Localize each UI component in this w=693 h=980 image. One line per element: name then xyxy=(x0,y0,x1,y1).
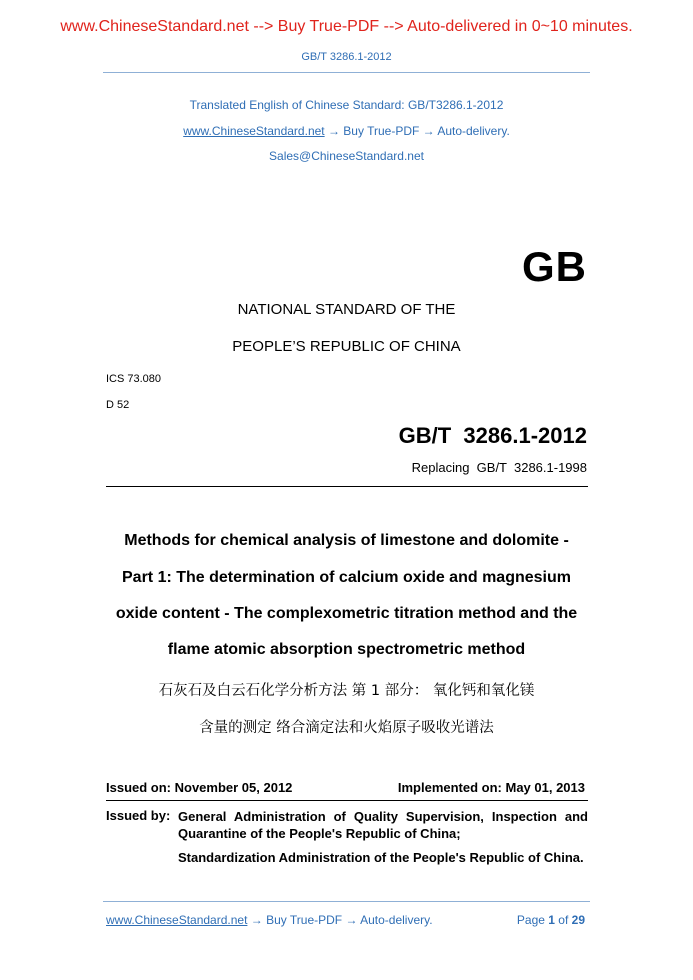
page-number: 1 xyxy=(548,913,555,927)
of-label: of xyxy=(554,913,572,927)
implemented-on-date: Implemented on: May 01, 2013 xyxy=(397,780,585,795)
issuer-sac: Standardization Administration of the People's Republic of China. xyxy=(178,850,584,865)
page-total: 29 xyxy=(571,913,585,927)
buy-text: → Buy True-PDF → Auto-delivery. xyxy=(324,124,510,138)
gb-logo: GB xyxy=(522,243,587,290)
buy-line xyxy=(0,124,693,138)
header-standard-code: GB/T 3286.1-2012 xyxy=(301,51,392,63)
footer-site-link[interactable]: www.ChineseStandard.net xyxy=(106,913,248,927)
issuer-aqsiq: General Administration of Quality Supervision, Inspection and Quarantine of the People's Republic of China; xyxy=(178,809,588,841)
translated-notice: Translated English of Chinese Standard: GB/T3286.1-2012 xyxy=(189,98,504,112)
chinese-title-line1: 石灰石及白云石化学分析方法 第 1 部分： 氧化钙和氧化镁 xyxy=(158,683,535,699)
top-promo-banner[interactable]: www.ChineseStandard.net --> Buy True-PDF --> Auto-delivered in 0~10 minutes. xyxy=(60,18,633,35)
sales-email[interactable]: Sales@ChineseStandard.net xyxy=(269,149,424,163)
footer-buy-text: → Buy True-PDF → Auto-delivery. xyxy=(247,913,433,927)
national-standard-title-line2: PEOPLE’S REPUBLIC OF CHINA xyxy=(232,338,461,355)
chinese-title-line2: 含量的测定 络合滴定法和火焰原子吸收光谱法 xyxy=(199,720,494,736)
issue-divider xyxy=(106,800,588,801)
replacing-note: Replacing GB/T 3286.1-1998 xyxy=(411,460,587,475)
issued-on-date: Issued on: November 05, 2012 xyxy=(106,780,293,795)
standard-number: GB/T 3286.1-2012 xyxy=(398,423,587,448)
issued-by-label: Issued by: xyxy=(106,808,171,823)
page-label: Page xyxy=(516,913,549,927)
footer-divider xyxy=(103,901,590,902)
english-title-line3: oxide content - The complexometric titration method and the xyxy=(115,605,578,622)
english-title-line2: Part 1: The determination of calcium oxide and magnesium xyxy=(122,569,571,586)
english-title-line4: flame atomic absorption spectrometric method xyxy=(167,641,526,658)
site-link[interactable]: www.ChineseStandard.net xyxy=(183,124,325,138)
national-standard-title-line1: NATIONAL STANDARD OF THE xyxy=(237,301,456,318)
page-indicator xyxy=(517,913,585,927)
english-title-line1: Methods for chemical analysis of limestone and dolomite - xyxy=(124,532,569,549)
footer-buy-line xyxy=(106,913,433,927)
ics-code: ICS 73.080 xyxy=(106,373,162,385)
header-divider xyxy=(103,72,590,73)
title-divider xyxy=(106,486,588,487)
classification-code: D 52 xyxy=(106,399,130,411)
